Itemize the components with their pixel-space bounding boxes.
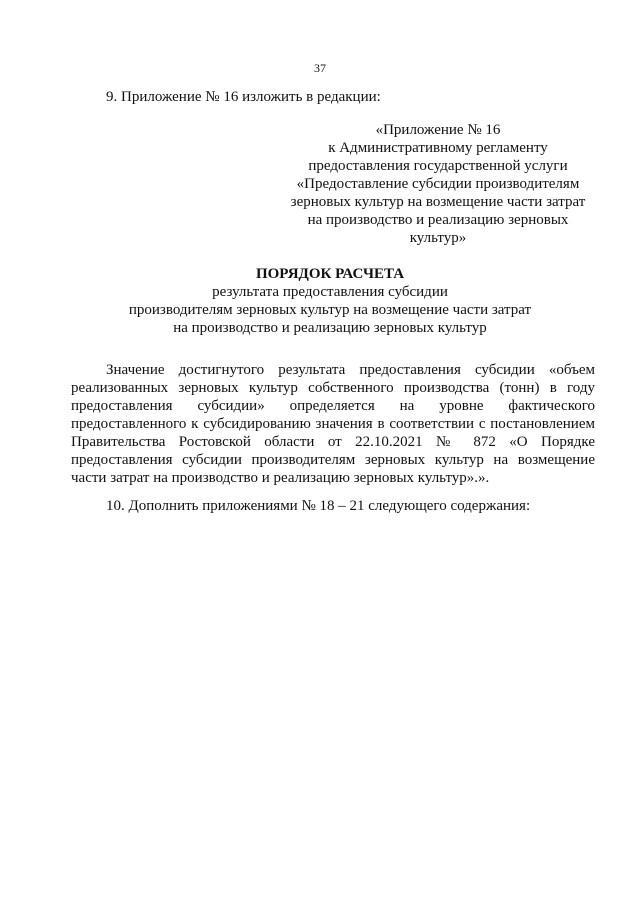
heading-subtitle-line: результата предоставления субсидии	[212, 284, 448, 300]
body-line: Правительства Ростовской области от 22.10.2021 № 872 «О Порядке	[71, 434, 595, 450]
page-number: 37	[314, 61, 326, 75]
body-line: предоставленного к субсидированию значения в соответствии с постановлением	[71, 416, 595, 432]
section-heading	[60, 265, 600, 337]
appendix-header-line: зерновых культур на возмещение части затрат	[290, 194, 586, 210]
body-line: реализованных зерновых культур собственного производства (тонн) в году	[71, 380, 595, 396]
heading-subtitle-line: производителям зерновых культур на возмещение части затрат	[128, 302, 532, 318]
appendix-header-line: к Административному регламенту	[328, 140, 548, 156]
appendix-header	[288, 121, 588, 247]
appendix-header-line: «Приложение № 16	[375, 122, 501, 138]
appendix-header-line: предоставления государственной услуги	[308, 158, 568, 174]
appendix-header-line: культур»	[409, 230, 467, 246]
appendix-header-line: на производство и реализацию зерновых	[307, 212, 569, 228]
item-9-instruction: 9. Приложение № 16 изложить в редакции:	[106, 89, 381, 105]
body-line: Значение достигнутого результата предоставления субсидии «объем	[106, 362, 595, 378]
item-10-instruction: 10. Дополнить приложениями № 18 – 21 следующего содержания:	[106, 498, 531, 514]
body-line: части затрат на производство и реализацию зерновых культур».».	[71, 470, 490, 486]
appendix-header-line: «Предоставление субсидии производителям	[296, 176, 580, 192]
heading-title: ПОРЯДОК РАСЧЕТА	[255, 266, 405, 282]
heading-subtitle-line: на производство и реализацию зерновых культур	[173, 320, 487, 336]
body-line: предоставления субсидии» определяется на уровне фактического	[71, 398, 595, 414]
body-line: предоставления субсидии производителям зерновых культур на возмещение	[71, 452, 595, 468]
body-paragraph	[71, 361, 595, 487]
